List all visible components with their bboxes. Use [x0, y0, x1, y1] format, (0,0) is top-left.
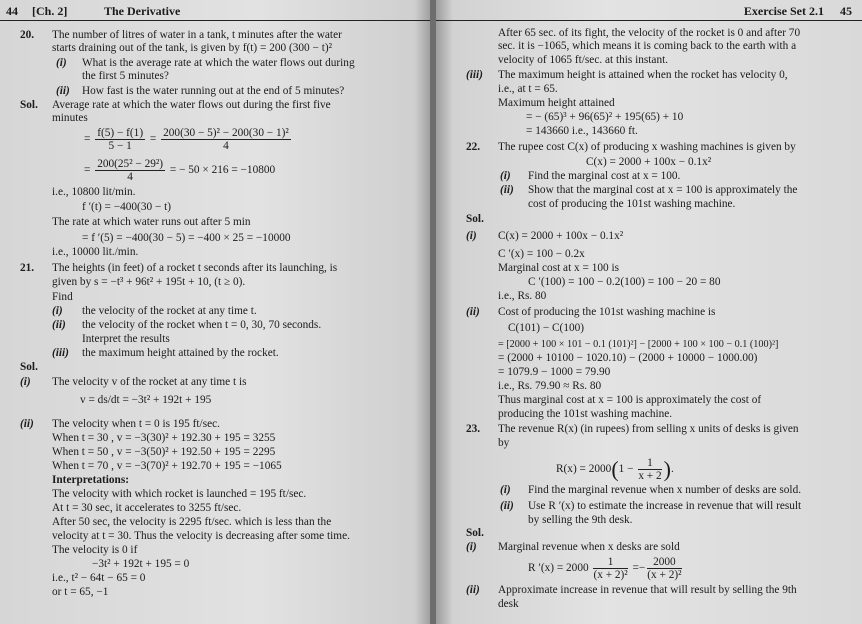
page-header [0, 2, 432, 21]
text-line: At t = 30 sec, it accelerates to 3255 ft/sec. [52, 502, 242, 514]
text-line: producing the 101st washing machine. [498, 408, 673, 420]
part-label: (ii) [500, 184, 514, 196]
equation: C(x) = 2000 + 100x − 0.1x² [498, 230, 624, 242]
text-line: i.e., t² − 64t − 65 = 0 [52, 572, 146, 584]
part-label: (ii) [500, 500, 514, 512]
equation: = [2000 + 100 × 101 − 0.1 (101)²] − [2000 + 100 × 100 − 0.1 (100)²] [498, 339, 779, 350]
page-number: 45 [840, 4, 852, 18]
text-line: Use R ′(x) to estimate the increase in revenue that will result [528, 500, 802, 512]
text-line: i.e., 10800 lit/min. [52, 186, 136, 198]
text-line: When t = 30 , v = −3(30)² + 192.30 + 195 = 3255 [52, 432, 276, 444]
text-line: = f ′(5) = −400(30 − 5) = −400 × 25 = −10000 [82, 232, 291, 244]
text-line: starts draining out of the tank, is given by f(t) = 200 (300 − t)² [52, 42, 332, 54]
part-label: (i) [466, 541, 477, 553]
part-label: (i) [56, 57, 67, 69]
equation-lhs: R(x) = 2000 [556, 463, 612, 476]
part-label: (iii) [52, 347, 69, 359]
text-line: Maximum height attained [498, 97, 615, 109]
text-line: When t = 50 , v = −3(50)² + 192.50 + 195 = 2295 [52, 446, 276, 458]
part-label: (ii) [52, 319, 66, 331]
numerator: 1 [593, 556, 627, 569]
text-line: = 143660 i.e., 143660 ft. [526, 125, 638, 137]
text-line: The rate at which water runs out after 5 min [52, 216, 251, 228]
denominator: (x + 2)² [593, 569, 628, 581]
text-line: = − (65)³ + 96(65)² + 195(65) + 10 [526, 111, 684, 123]
text-line: the velocity of the rocket when t = 0, 30, 70 seconds. [82, 319, 322, 331]
text-line: given by s = −t³ + 96t² + 195t + 10, (t ≥ 0). [52, 276, 246, 288]
solution-label: Sol. [20, 99, 38, 111]
equation-sign: − [638, 562, 646, 575]
part-label: (ii) [466, 584, 480, 596]
text-line: What is the average rate at which the water flows out during [82, 57, 355, 69]
text-line: Find [52, 291, 73, 303]
subheading: Interpretations: [52, 474, 129, 486]
part-label: (i) [52, 305, 63, 317]
equation: C ′(100) = 100 − 0.2(100) = 100 − 20 = 80 [528, 276, 721, 288]
equation: = 1079.9 − 1000 = 79.90 [498, 366, 611, 378]
text-line: When t = 70 , v = −3(70)² + 192.70 + 195 = −1065 [52, 460, 282, 472]
text-line: velocity at t = 30. Thus the velocity is decreasing after some time. [52, 530, 350, 542]
part-label: (i) [20, 376, 31, 388]
text-line: Find the marginal revenue when x number of desks are sold. [528, 484, 802, 496]
text-line: the first 5 minutes? [82, 70, 169, 82]
text-line: velocity of 1065 ft/sec. at this instant. [498, 54, 669, 66]
part-label: (ii) [56, 85, 70, 97]
denominator: 4 [223, 140, 229, 152]
numerator: 200(30 − 5)² − 200(30 − 1)² [163, 127, 289, 139]
numerator: f(5) − f(1) [97, 127, 144, 139]
text-line: Show that the marginal cost at x = 100 is approximately the [528, 184, 798, 196]
text-line: The velocity v of the rocket at any time t is [52, 376, 247, 388]
part-label: (i) [500, 484, 511, 496]
text-line: Average rate at which the water flows out during the first five [52, 99, 331, 111]
page-header [436, 2, 862, 21]
equation-lhs: R ′(x) = 2000 [528, 562, 589, 575]
text-line: Interpret the results [82, 333, 170, 345]
equation-rest: = − 50 × 216 = −10800 [169, 164, 276, 177]
text-line: sec. it is −1065, which means it is coming back to the earth with a [498, 40, 797, 52]
numerator: 1 [638, 457, 661, 470]
text-line: or t = 65, −1 [52, 586, 109, 598]
text-line: The revenue R(x) (in rupees) from selling x units of desks is given [498, 423, 799, 435]
equation: v = ds/dt = −3t² + 192t + 195 [80, 394, 212, 406]
chapter-label: [Ch. 2] [32, 4, 68, 18]
solution-label: Sol. [466, 527, 484, 539]
denominator: 5 − 1 [108, 140, 132, 152]
denominator: x + 2 [638, 470, 662, 482]
part-label: (iii) [466, 69, 483, 81]
solution-label: Sol. [20, 361, 38, 373]
text-line: i.e., Rs. 79.90 ≈ Rs. 80 [498, 380, 602, 392]
equation-equals: = [632, 562, 639, 575]
text-line: i.e., 10000 lit./min. [52, 246, 139, 258]
text-line: Marginal revenue when x desks are sold [498, 541, 680, 553]
text-line: desk [498, 598, 519, 610]
text-line: The heights (in feet) of a rocket t seconds after its launching, is [52, 262, 338, 274]
text-line: by selling the 9th desk. [528, 514, 633, 526]
text-line: After 65 sec. of its fight, the velocity of the rocket is 0 and after 70 [498, 27, 801, 39]
text-line: The velocity when t = 0 is 195 ft/sec. [52, 418, 220, 430]
text-line: i.e., Rs. 80 [498, 290, 547, 302]
equation: C(x) = 2000 + 100x − 0.1x² [586, 156, 712, 168]
text-line: the maximum height attained by the rocket. [82, 347, 279, 359]
text-line: Thus marginal cost at x = 100 is approximately the cost of [498, 394, 762, 406]
text-line: The velocity is 0 if [52, 544, 138, 556]
solution-label: Sol. [466, 213, 484, 225]
equation: R(x) = 2000(1 − $\frac{1}{x + 2}$ ). [556, 456, 674, 482]
equation: C ′(x) = 100 − 0.2x [498, 248, 585, 260]
question-number: 22. [466, 141, 481, 153]
running-head: Exercise Set 2.1 [743, 4, 824, 18]
text-line: −3t² + 192t + 195 = 0 [92, 558, 190, 570]
text-line: f ′(t) = −400(30 − t) [82, 201, 172, 213]
text-line: Cost of producing the 101st washing machine is [498, 306, 716, 318]
running-head: The Derivative [104, 4, 181, 18]
equation [528, 556, 684, 581]
denominator: (x + 2)² [647, 569, 682, 581]
numerator: 200(25² − 29²) [97, 158, 164, 170]
page-number: 44 [6, 4, 18, 18]
text-line: Approximate increase in revenue that will result by selling the 9th [498, 584, 797, 596]
text-line: The rupee cost C(x) of producing x washing machines is given by [498, 141, 796, 153]
text-line: The number of litres of water in a tank, t minutes after the water [52, 29, 342, 41]
equation: = (2000 + 10100 − 1020.10) − (2000 + 10000 − 1000.00) [498, 352, 758, 364]
question-number: 21. [20, 262, 35, 274]
equation: = $\frac{f(5) - f(1)}{5 - 1}$ = $\frac{\text{200(30 − 5)² − 200(30 − 1)²}}{4}$ [84, 127, 289, 152]
text-line: After 50 sec, the velocity is 2295 ft/sec. which is less than the [52, 516, 332, 528]
numerator: 2000 [647, 556, 681, 569]
part-label: (i) [500, 170, 511, 182]
denominator: 4 [127, 171, 133, 183]
text-line: by [498, 437, 510, 449]
text-line: Find the marginal cost at x = 100. [528, 170, 681, 182]
right-page [436, 0, 862, 624]
text-line: Marginal cost at x = 100 is [498, 262, 620, 274]
equation: C(101) − C(100) [508, 322, 585, 334]
text-line: the velocity of the rocket at any time t. [82, 305, 257, 317]
text-line: How fast is the water running out at the end of 5 minutes? [82, 85, 345, 97]
text-line: cost of producing the 101st washing machine. [528, 198, 736, 210]
text-line: i.e., at t = 65. [498, 83, 558, 95]
equation-term: 1 − [618, 463, 634, 476]
text-line: minutes [52, 112, 88, 124]
part-label: (i) [466, 230, 477, 242]
part-label: (ii) [20, 418, 34, 430]
equation: = $\frac{\text{200(25² − 29²)}}{4}$ = − 50 × 216 = −10800 [84, 158, 276, 183]
part-label: (ii) [466, 306, 480, 318]
text-line: The velocity with which rocket is launched = 195 ft/sec. [52, 488, 307, 500]
question-number: 20. [20, 29, 35, 41]
question-number: 23. [466, 423, 481, 435]
text-line: The maximum height is attained when the rocket has velocity 0, [498, 69, 788, 81]
